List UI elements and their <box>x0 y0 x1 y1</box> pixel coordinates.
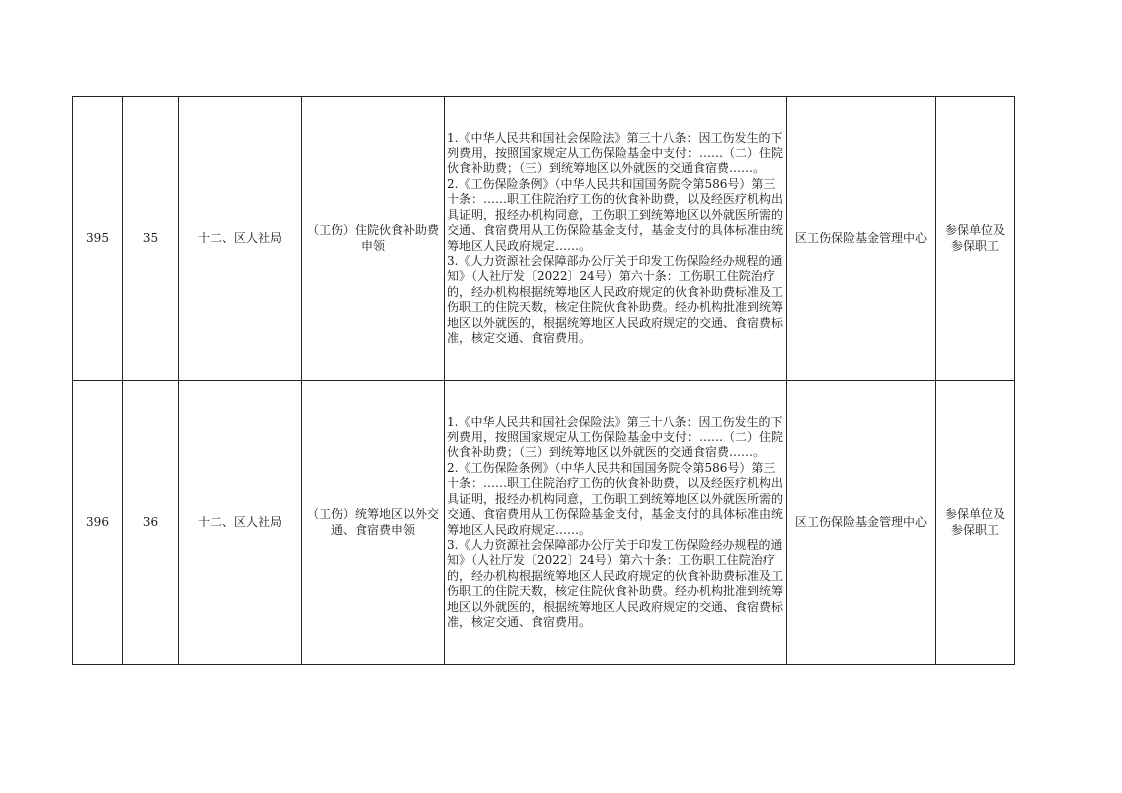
department-cell: 十二、区人社局 <box>179 97 302 381</box>
sub-serial-number-cell: 36 <box>123 381 179 665</box>
table-row <box>73 381 1015 665</box>
serial-number-cell: 396 <box>73 381 123 665</box>
legal-basis-clause: 2.《工伤保险条例》（中华人民共和国国务院令第586号）第三十条：……职工住院治疗工伤的伙食补助费，以及经医疗机构出具证明，报经办机构同意，工伤职工到统筹地区以外就医所需的交通、食宿费用从工伤保险基金支付，基金支付的具体标准由统筹地区人民政府规定……。 <box>447 460 784 537</box>
department-cell: 十二、区人社局 <box>179 381 302 665</box>
legal-basis-clause: 3.《人力资源社会保障部办公厅关于印发工伤保险经办规程的通知》（人社厅发〔2022〕24号）第六十条：工伤职工住院治疗的，经办机构根据统筹地区人民政府规定的伙食补助费标准及工伤职工的住院天数，核定住院伙食补助费。经办机构批准到统筹地区以外就医的，根据统筹地区人民政府规定的交通、食宿费标准，核定交通、食宿费用。 <box>447 253 784 345</box>
table-row <box>73 97 1015 381</box>
implementing-organization-cell: 区工伤保险基金管理中心 <box>787 381 936 665</box>
service-target-cell: 参保单位及参保职工 <box>936 381 1015 665</box>
legal-basis-clause: 2.《工伤保险条例》（中华人民共和国国务院令第586号）第三十条：……职工住院治疗工伤的伙食补助费，以及经医疗机构出具证明，报经办机构同意，工伤职工到统筹地区以外就医所需的交通、食宿费用从工伤保险基金支付，基金支付的具体标准由统筹地区人民政府规定……。 <box>447 176 784 253</box>
legal-basis-clause: 1.《中华人民共和国社会保险法》第三十八条：因工伤发生的下列费用，按照国家规定从工伤保险基金中支付：……（二）住院伙食补助费；（三）到统筹地区以外就医的交通食宿费……。 <box>447 130 784 176</box>
service-target-cell: 参保单位及参保职工 <box>936 97 1015 381</box>
legal-basis-cell <box>445 97 787 381</box>
service-item-cell: （工伤）统筹地区以外交通、食宿费申领 <box>302 381 445 665</box>
legal-basis-clause: 3.《人力资源社会保障部办公厅关于印发工伤保险经办规程的通知》（人社厅发〔2022〕24号）第六十条：工伤职工住院治疗的，经办机构根据统筹地区人民政府规定的伙食补助费标准及工伤职工的住院天数，核定住院伙食补助费。经办机构批准到统筹地区以外就医的，根据统筹地区人民政府规定的交通、食宿费标准，核定交通、食宿费用。 <box>447 537 784 629</box>
legal-basis-clause: 1.《中华人民共和国社会保险法》第三十八条：因工伤发生的下列费用，按照国家规定从工伤保险基金中支付：……（二）住院伙食补助费；（三）到统筹地区以外就医的交通食宿费……。 <box>447 414 784 460</box>
service-items-table <box>72 96 1015 665</box>
sub-serial-number-cell: 35 <box>123 97 179 381</box>
legal-basis-cell <box>445 381 787 665</box>
implementing-organization-cell: 区工伤保险基金管理中心 <box>787 97 936 381</box>
service-item-cell: （工伤）住院伙食补助费申领 <box>302 97 445 381</box>
serial-number-cell: 395 <box>73 97 123 381</box>
